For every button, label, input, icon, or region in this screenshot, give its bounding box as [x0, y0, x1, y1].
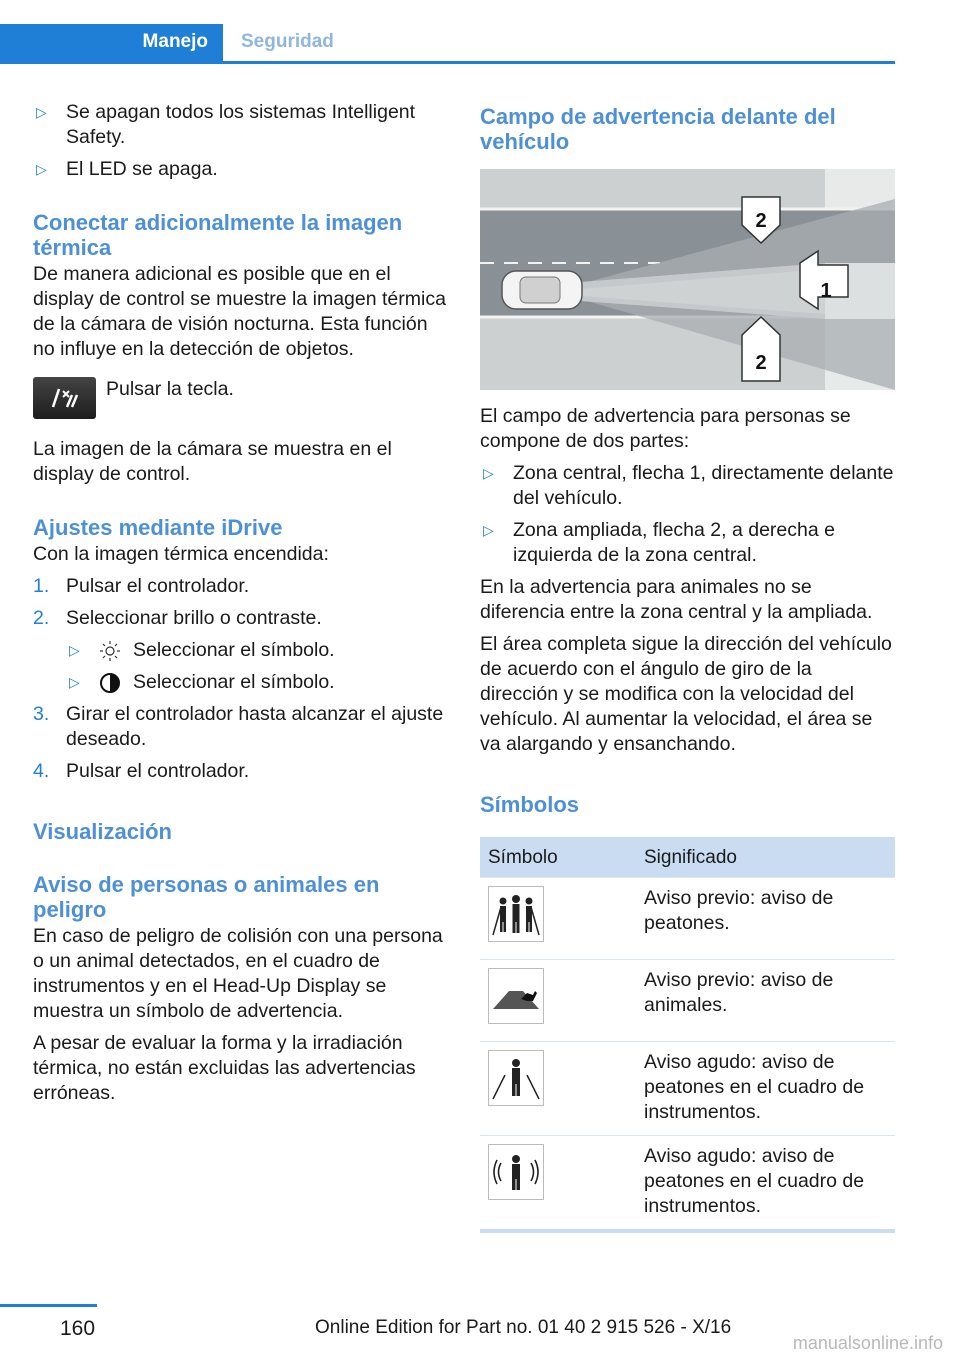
table-cell-meaning: Aviso previo: aviso de peatones.: [636, 878, 895, 960]
bullet-item: ▷ El LED se apaga.: [36, 158, 218, 180]
vehicle-icon: [502, 271, 582, 309]
figure-label-2-bottom: 2: [755, 352, 767, 374]
step-item: 2. Seleccionar brillo o contraste.: [33, 607, 322, 629]
step-item: 4. Pulsar el controlador.: [33, 760, 250, 782]
tab-manejo[interactable]: Manejo: [0, 24, 223, 61]
paragraph: En la advertencia para animales no se diferencia entre la zona central y la ampliada.: [480, 576, 873, 623]
paragraph: El área completa sigue la dirección del vehículo de acuerdo con el ángulo de giro de la dirección y se modifica con la velocidad del vehículo. Al aumentar la velocidad, el área se va alargando y ensanchando.: [480, 633, 892, 755]
paragraph: En caso de peligro de colisión con una persona o un animal detectados, en el cuadro de instrumentos y en el Head-Up Display se muestra un símbolo de advertencia.: [33, 925, 443, 1022]
step-item: 1. Pulsar el controlador.: [33, 575, 250, 597]
right-column: [480, 100, 895, 1233]
table-cell-meaning: Aviso agudo: aviso de peatones en el cuadro de instrumentos.: [636, 1042, 895, 1136]
heading-visualization: Visualización: [33, 819, 172, 844]
triangle-bullet-icon: ▷: [69, 642, 80, 658]
warning-field-diagram: [480, 169, 895, 390]
pedestrian-group-icon: [488, 886, 544, 942]
paragraph: A pesar de evaluar la forma y la irradiación térmica, no están excluidas las advertencias erróneas.: [33, 1032, 416, 1104]
chapter-header: [0, 24, 895, 64]
sub-bullet-item: ▷ Seleccionar el símbolo.: [69, 671, 335, 693]
table-row: [480, 878, 895, 960]
key-instruction-text: Pulsar la tecla.: [106, 378, 234, 400]
pedestrian-road-icon: [488, 1050, 544, 1106]
bullet-item: ▷ Zona ampliada, flecha 2, a derecha e izquierda de la zona central.: [483, 519, 835, 566]
paragraph: La imagen de la cámara se muestra en el display de control.: [33, 438, 392, 485]
symbols-table: [480, 837, 895, 1233]
footer-divider: [0, 1304, 97, 1307]
triangle-bullet-icon: ▷: [36, 104, 47, 120]
triangle-bullet-icon: ▷: [69, 674, 80, 690]
left-column: [33, 100, 448, 1113]
table-header-row: [480, 837, 895, 878]
heading-symbols: Símbolos: [480, 792, 580, 817]
paragraph: El campo de advertencia para personas se compone de dos partes:: [480, 405, 851, 452]
table-cell-meaning: Aviso agudo: aviso de peatones en el cuadro de instrumentos.: [636, 1136, 895, 1232]
animal-road-icon: [488, 968, 544, 1024]
watermark: manualsonline.info: [792, 1333, 943, 1353]
heading-thermal-image: Conectar adicionalmente la imagen térmica: [33, 210, 403, 260]
contrast-icon: [99, 672, 121, 694]
online-edition-note: Online Edition for Part no. 01 40 2 915 526 - X/16: [315, 1317, 732, 1338]
table-row: [480, 1136, 895, 1232]
tab-seguridad[interactable]: Seguridad: [241, 31, 334, 52]
table-row: [480, 1042, 895, 1136]
triangle-bullet-icon: ▷: [483, 522, 494, 538]
brightness-icon: [99, 640, 121, 662]
table-row: [480, 960, 895, 1042]
triangle-bullet-icon: ▷: [36, 161, 47, 177]
night-vision-key-icon: [33, 377, 96, 419]
step-item: 3. Girar el controlador hasta alcanzar el ajuste deseado.: [33, 703, 444, 750]
pedestrian-alert-icon: [488, 1144, 544, 1200]
heading-danger-warning: Aviso de personas o animales en peligro: [33, 872, 380, 922]
bullet-item: ▷ Se apagan todos los sistemas Intelligent Safety.: [36, 101, 416, 148]
table-header-symbol: Símbolo: [480, 837, 636, 878]
triangle-bullet-icon: ▷: [483, 465, 494, 481]
figure-label-2-top: 2: [755, 210, 767, 232]
sub-bullet-item: ▷ Seleccionar el símbolo.: [69, 639, 335, 661]
paragraph: De manera adicional es posible que en el display de control se muestre la imagen térmica de la cámara de visión nocturna. Esta función no influye en la detección de objetos.: [33, 263, 446, 360]
table-header-meaning: Significado: [636, 837, 895, 878]
heading-idrive: Ajustes mediante iDrive: [33, 515, 283, 540]
page-number: 160: [60, 1317, 96, 1340]
paragraph: Con la imagen térmica encendida:: [33, 543, 329, 565]
key-instruction: [33, 377, 448, 425]
table-cell-meaning: Aviso previo: aviso de animales.: [636, 960, 895, 1042]
heading-warning-field: Campo de advertencia delante del vehículo: [480, 104, 836, 154]
bullet-item: ▷ Zona central, flecha 1, directamente delante del vehículo.: [483, 462, 894, 509]
figure-label-1: 1: [820, 280, 832, 302]
